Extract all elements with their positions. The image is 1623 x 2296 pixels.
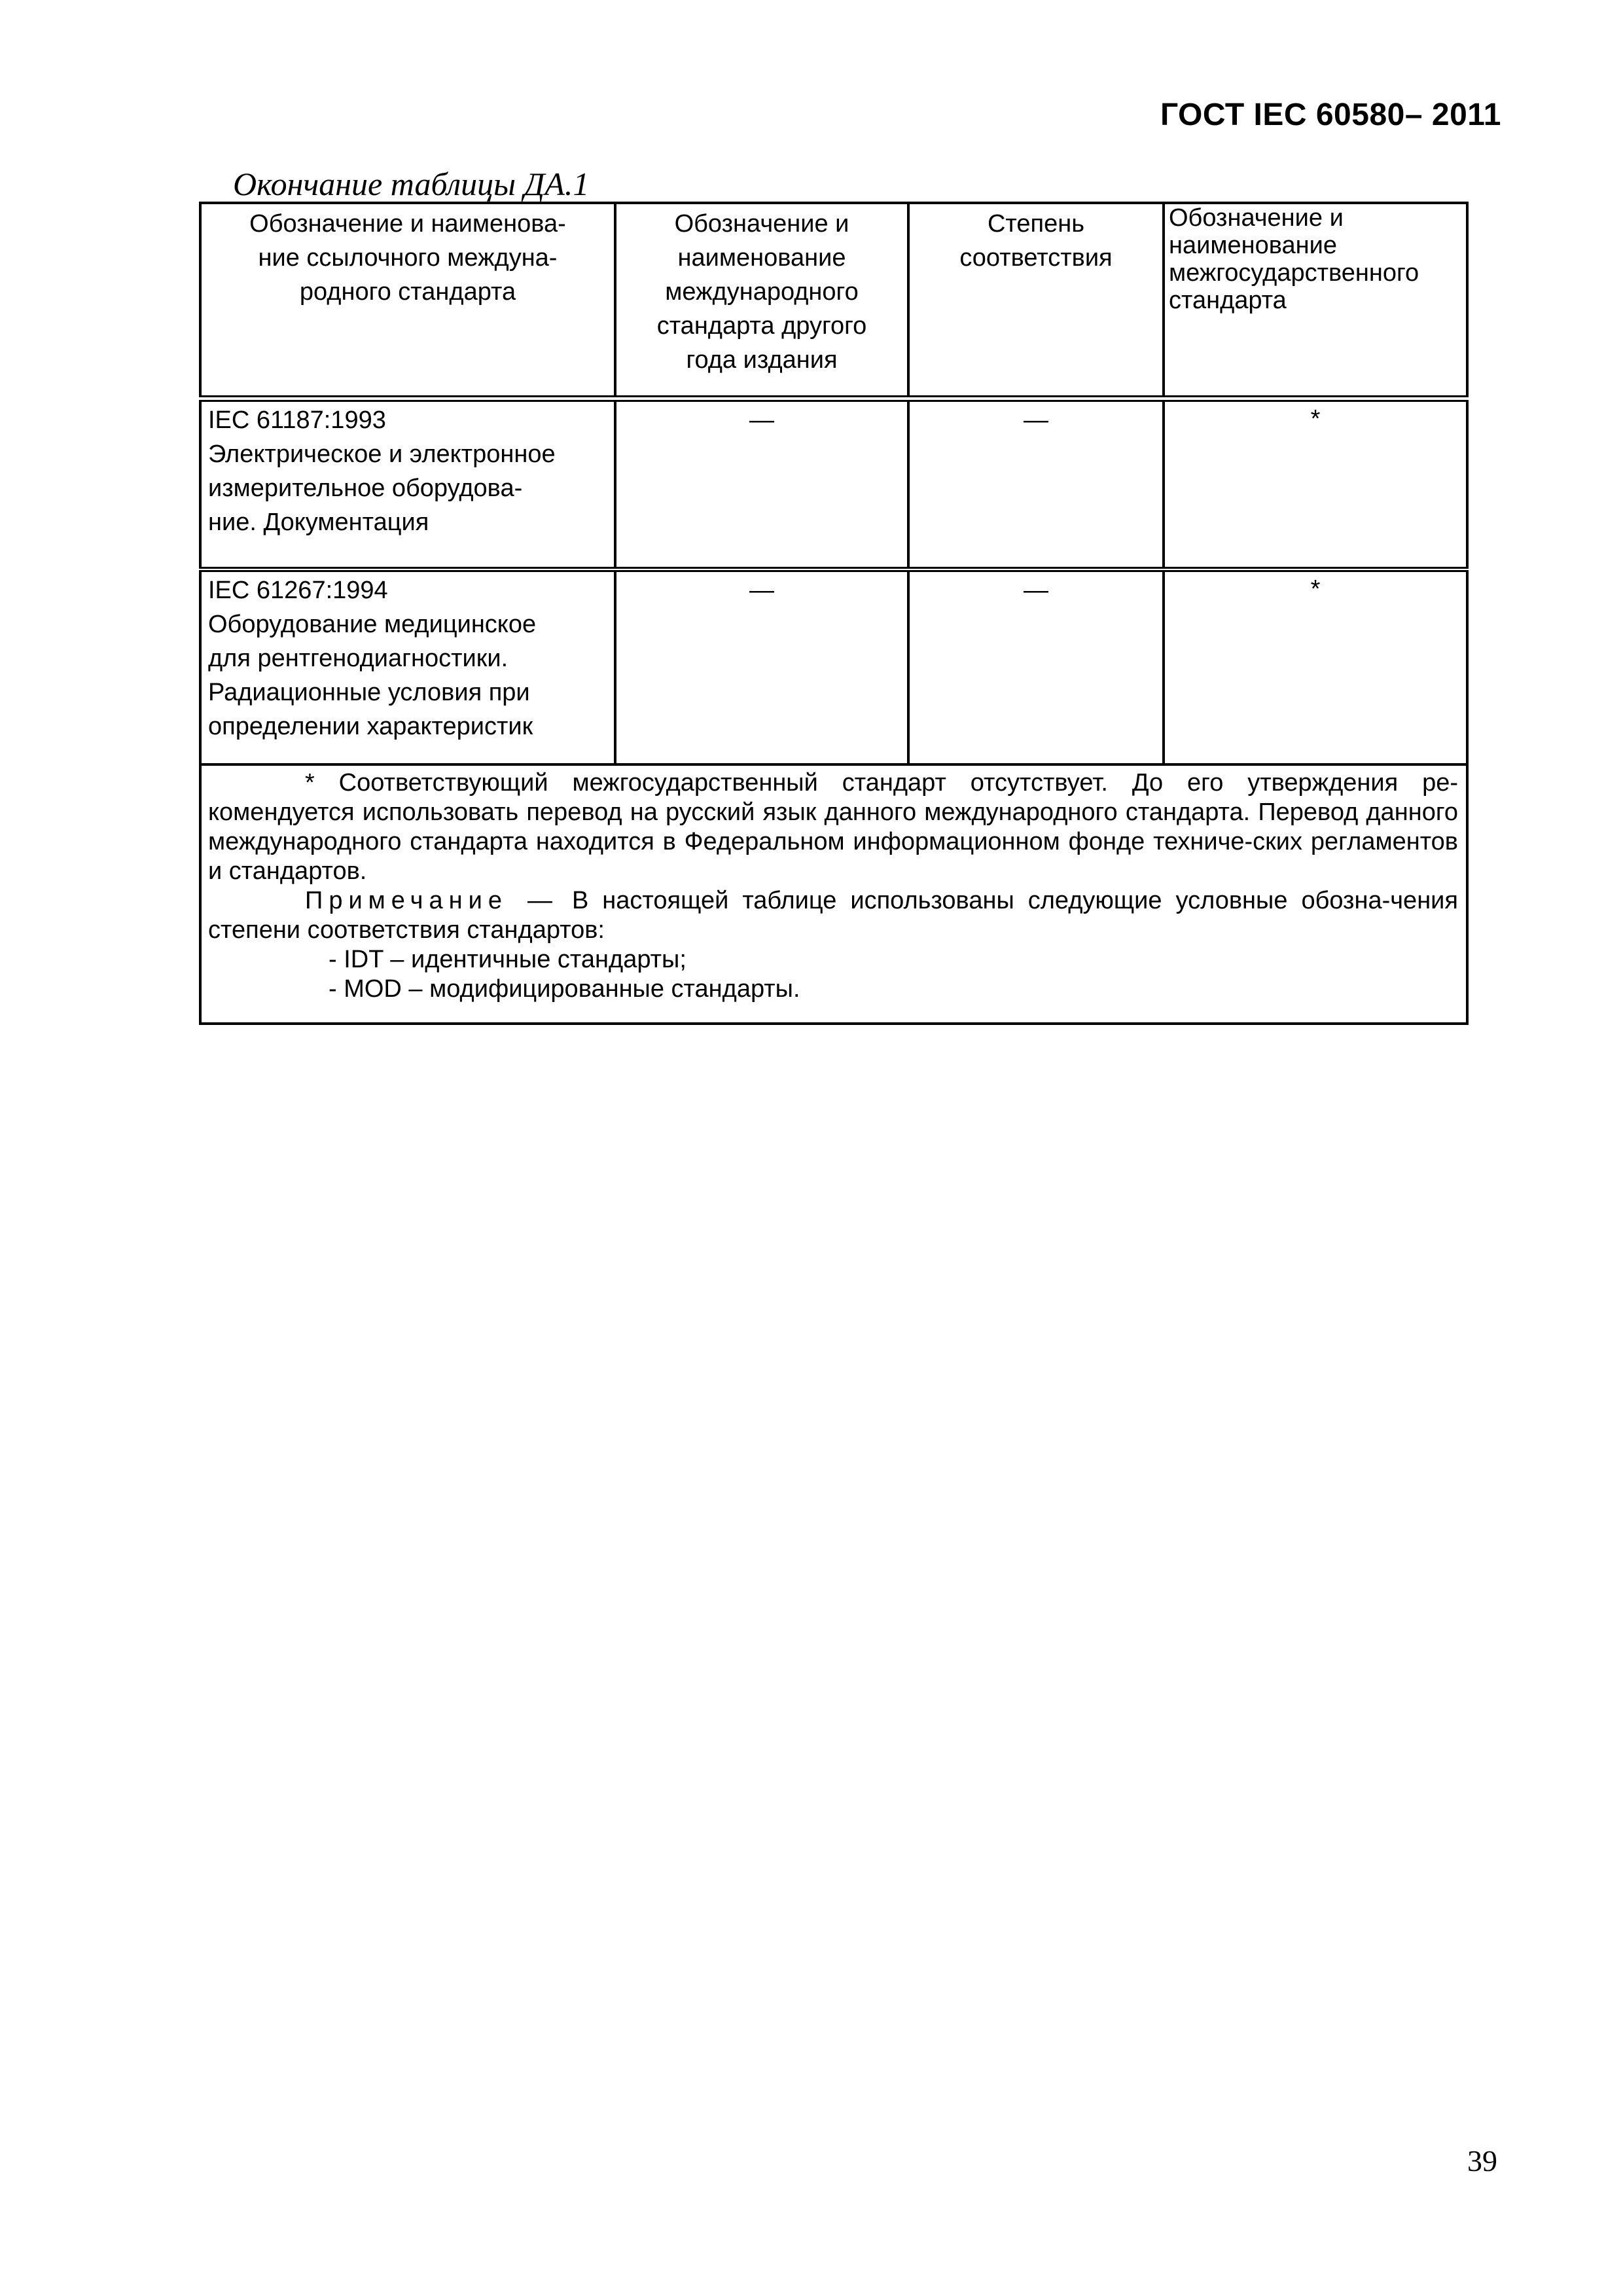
note-paragraph [208, 886, 1458, 945]
footnote-row [200, 764, 1467, 1024]
column-header-degree: Степень соответствия [908, 203, 1164, 399]
column-header-other-year: Обозначение и наименование международного стандарта другого года издания [615, 203, 908, 399]
page-number: 39 [1467, 2144, 1497, 2178]
cell-degree: — [908, 399, 1164, 569]
cell-reference: IEC 61187:1993 Электрическое и электронное измерительное оборудова- ние. Документация [200, 399, 615, 569]
cell-other-year: — [615, 569, 908, 764]
note-label: Примечание — [305, 887, 558, 914]
standards-table [199, 202, 1469, 1025]
cell-degree: — [908, 569, 1164, 764]
table-row [200, 569, 1467, 764]
footnote-text: * Соответствующий межгосударственный стандарт отсутствует. До его утверждения ре-комендуется использовать перевод на русский язык данного международного стандарта. Перевод данного международного стандарта находится в Федеральном информационном фонде техниче-ских регламентов и стандартов. [208, 769, 1458, 885]
table-header-row [200, 203, 1467, 399]
list-item: - IDT – идентичные стандарты; [329, 946, 687, 973]
footnote-cell [200, 764, 1467, 1024]
note-text: В настоящей таблице использованы следующие условные обозна-чения степени соответствия стандартов: [208, 887, 1458, 944]
cell-interstate: * [1164, 399, 1467, 569]
document-code: ГОСТ IEC 60580– 2011 [1160, 98, 1501, 132]
cell-other-year: — [615, 399, 908, 569]
cell-interstate: * [1164, 569, 1467, 764]
table-row [200, 399, 1467, 569]
column-header-interstate: Обозначение и наименование межгосударственного стандарта [1164, 203, 1467, 399]
list-item: - MOD – модифицированные стандарты. [329, 975, 800, 1003]
column-header-reference: Обозначение и наименова- ние ссылочного междуна- родного стандарта [200, 203, 615, 399]
table-caption: Окончание таблицы ДА.1 [233, 166, 590, 202]
cell-reference: IEC 61267:1994 Оборудование медицинское для рентгенодиагностики. Радиационные условия при определении характеристик [200, 569, 615, 764]
